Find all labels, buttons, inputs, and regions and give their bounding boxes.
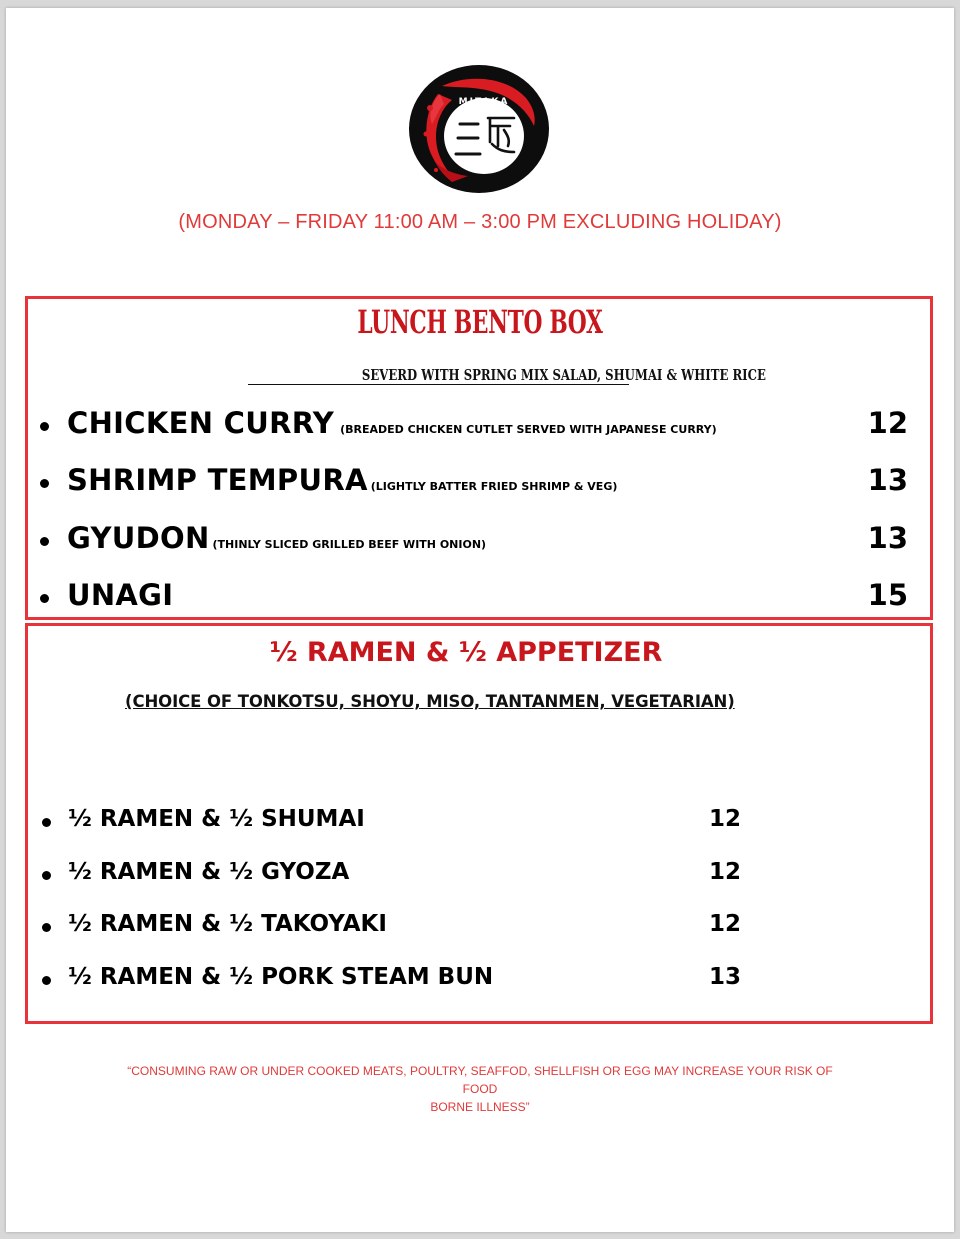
item-price: 12 [709,806,742,832]
item-name: ½ RAMEN & ½ GYOZA [68,859,350,885]
bullet-icon [42,976,51,985]
bento-title: LUNCH BENTO BOX [357,303,603,341]
item-name: SHRIMP TEMPURA [67,463,368,497]
business-hours: (MONDAY – FRIDAY 11:00 AM – 3:00 PM EXCLUDING HOLIDAY) [178,211,782,233]
item-price: 12 [709,859,742,885]
bullet-icon [40,422,49,431]
item-name: GYUDON [67,521,210,555]
item-name: ½ RAMEN & ½ SHUMAI [68,806,365,832]
bullet-icon [42,923,51,932]
svg-text:MITAKA: MITAKA [458,97,510,107]
bullet-icon [40,537,49,546]
item-name: ½ RAMEN & ½ PORK STEAM BUN [68,964,494,990]
item-price: 13 [867,463,908,497]
item-price: 12 [709,911,742,937]
menu-item [40,857,760,893]
bullet-icon [42,871,51,880]
item-price: 12 [867,406,908,440]
disclaimer-line: “CONSUMING RAW OR UNDER COOKED MEATS, POULTRY, SEAFFOD, SHELLFISH OR EGG MAY INCREASE YOUR RISK OF FOOD [127,1064,833,1096]
item-description: (THINLY SLICED GRILLED BEEF WITH ONION) [212,538,487,551]
item-price: 13 [709,964,742,990]
item-name: CHICKEN CURRY [67,406,335,440]
menu-item [40,804,760,840]
item-name: ½ RAMEN & ½ TAKOYAKI [68,911,387,937]
ramen-subtitle: (CHOICE OF TONKOTSU, SHOYU, MISO, TANTANMEN, VEGETARIAN) [125,692,735,711]
ramen-title: ½ RAMEN & ½ APPETIZER [269,637,663,668]
bullet-icon [40,594,49,603]
item-description: (BREADED CHICKEN CUTLET SERVED WITH JAPANESE CURRY) [340,423,717,436]
menu-item [40,461,912,501]
disclaimer-line: BORNE ILLNESS” [430,1100,530,1114]
bullet-icon [40,479,49,488]
bullet-icon [42,818,51,827]
bento-section-frame [25,296,933,620]
item-price: 13 [867,521,908,555]
food-safety-disclaimer [110,1062,850,1116]
item-name: UNAGI [67,578,174,612]
item-description: (LIGHTLY BATTER FRIED SHRIMP & VEG) [370,480,618,493]
menu-item [40,576,912,616]
item-price: 15 [867,578,908,612]
bento-subtitle: SEVERD WITH SPRING MIX SALAD, SHUMAI & WHITE RICE [248,366,629,385]
menu-item [40,404,912,444]
menu-item [40,519,912,559]
menu-item [40,909,760,945]
mitaka-logo-icon [408,64,550,194]
menu-item [40,962,760,998]
